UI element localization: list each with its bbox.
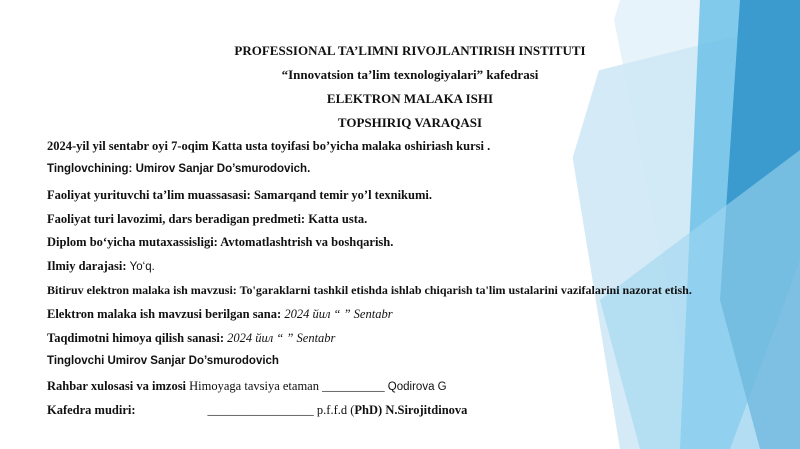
work-type-title: ELEKTRON MALAKA ISHI	[326, 91, 494, 106]
given-label: Elektron malaka ish mavzusi berilgan sana:	[47, 307, 285, 321]
date-course-line: 2024-yil yil sentabr oyi 7-oqim Katta usta toyifasi bo’yicha malaka oshiriash kursi .	[47, 139, 491, 153]
head-line	[47, 403, 467, 418]
supervisor-line	[47, 379, 447, 394]
listener-full-line: Tinglovchi Umirov Sanjar Do’smurodovich	[47, 355, 279, 367]
institute-title: PROFESSIONAL TA’LIMNI RIVOJLANTIRISH INSTITUTI	[234, 43, 586, 58]
given-date-line	[47, 307, 393, 322]
topic-value: To'garaklarni tashkil etishda ishlab chiqarish ta'lim ustalarini vazifalarini nazorat etish.	[239, 283, 692, 297]
position-label: Faoliyat turi lavozimi, dars beradigan predmeti:	[47, 212, 309, 226]
position-value: Katta usta.	[308, 212, 368, 226]
assignment-title: TOPSHIRIQ VARAQASI	[337, 115, 483, 130]
institution-label: Faoliyat yuritu​vchi ta’lim muassasasi:	[47, 188, 254, 202]
institution-line	[47, 188, 432, 203]
position-line	[47, 212, 367, 227]
diploma-label: Diplom bo‘yicha mutaxassisligi:	[47, 235, 221, 249]
listener-label: Tinglovchining:	[47, 163, 136, 175]
topic-line	[47, 283, 692, 298]
supervisor-name: Qodirova G	[384, 381, 447, 393]
head-name-phd: PhD	[354, 403, 379, 417]
given-value: 2024 йил “ ” Sentabr	[284, 307, 393, 321]
topic-label: Bitiruv elektron malaka ish mavzusi:	[47, 283, 240, 297]
defense-label: Taqdimotni himoya qilish sanasi:	[47, 331, 228, 345]
head-signature-line: _________________	[207, 403, 314, 417]
diploma-value: Avtomatlashtrish va boshqarish.	[220, 235, 394, 249]
department-title: “Innovatsion ta’lim texnologiyalari” kafedrasi	[281, 67, 539, 82]
supervisor-label: Rahbar xulosasi va imzosi	[47, 379, 190, 393]
head-name-prefix: p.f.f.d (	[313, 403, 355, 417]
institution-value: Samarqand temir yo’l texnikumi.	[253, 188, 432, 202]
degree-line	[47, 259, 155, 274]
listener-value: Umirov Sanjar Do’smurodovich.	[135, 163, 311, 175]
defense-value: 2024 йил “ ” Sentabr	[227, 331, 336, 345]
head-name-suffix: ) N.Sirojitdinova	[378, 403, 468, 417]
supervisor-signature-line: __________	[322, 379, 385, 393]
head-label: Kafedra mudiri:	[47, 403, 136, 417]
listener-line	[47, 163, 310, 175]
defense-date-line	[47, 331, 335, 346]
degree-label: Ilmiy darajasi:	[47, 259, 130, 273]
degree-value: Yo‘q.	[129, 261, 155, 273]
diploma-line	[47, 235, 393, 250]
supervisor-value: Himoyaga tavsiya etaman	[189, 379, 323, 393]
